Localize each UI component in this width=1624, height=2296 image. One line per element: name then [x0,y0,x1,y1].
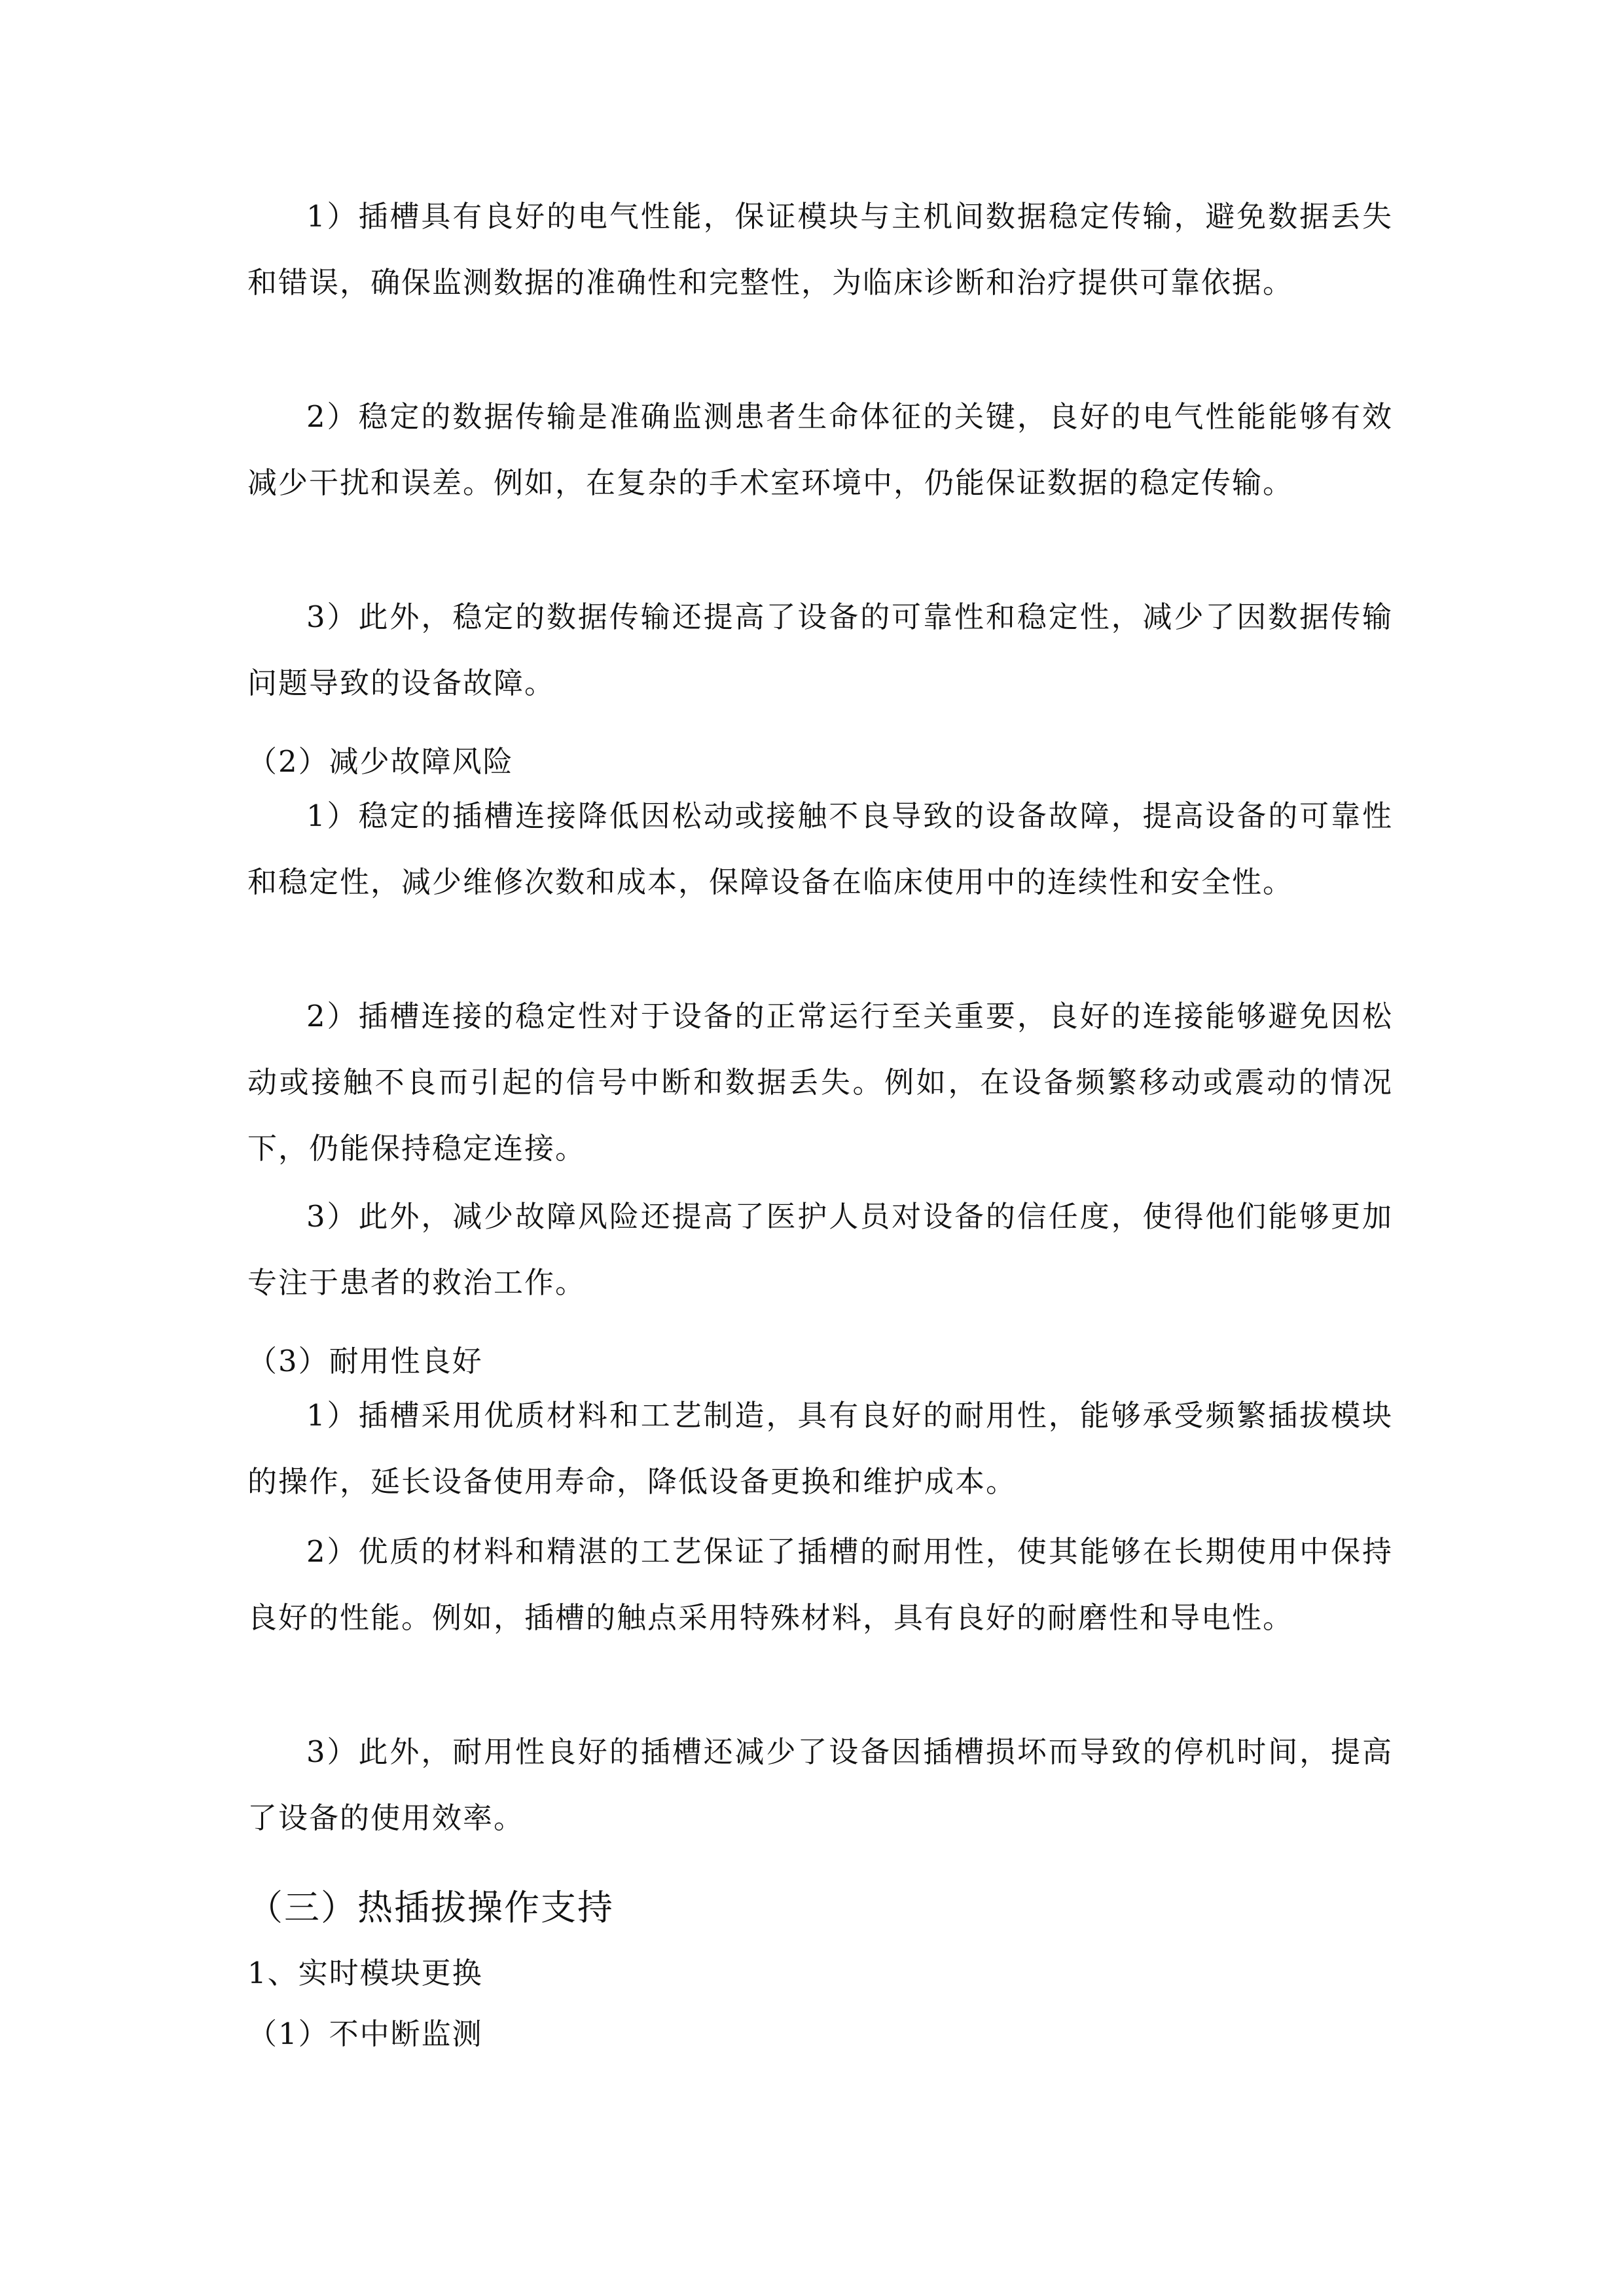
section-title-hot-swap: （三）热插拔操作支持 [247,1887,614,1928]
paragraph-downtime: 3）此外，耐用性良好的插槽还减少了设备因插槽损坏而导致的停机时间，提高了设备的使用效率。 [247,1734,1393,1835]
subheading-reduce-failure-risk: （2）减少故障风险 [247,744,514,779]
paragraph-connection-stability: 2）插槽连接的稳定性对于设备的正常运行至关重要，良好的连接能够避免因松动或接触不良而引起的信号中断和数据丢失。例如，在设备频繁移动或震动的情况下，仍能保持稳定连接。 [247,999,1393,1166]
subheading-uninterrupted-monitoring: （1）不中断监测 [247,2017,483,2051]
paragraph-electrical-performance: 1）插槽具有良好的电气性能，保证模块与主机间数据稳定传输，避免数据丢失和错误，确保监测数据的准确性和完整性，为临床诊断和治疗提供可靠依据。 [247,199,1393,300]
paragraph-stable-transmission: 2）稳定的数据传输是准确监测患者生命体征的关键，良好的电气性能能够有效减少干扰和误差。例如，在复杂的手术室环境中，仍能保证数据的稳定传输。 [247,399,1393,500]
paragraph-craftsmanship: 2）优质的材料和精湛的工艺保证了插槽的耐用性，使其能够在长期使用中保持良好的性能。例如，插槽的触点采用特殊材料，具有良好的耐磨性和导电性。 [247,1534,1393,1635]
paragraph-staff-trust: 3）此外，减少故障风险还提高了医护人员对设备的信任度，使得他们能够更加专注于患者的救治工作。 [247,1199,1393,1300]
subheading-durability: （3）耐用性良好 [247,1344,483,1378]
item-heading-realtime-replacement: 1、实时模块更换 [247,1956,483,1990]
paragraph-stable-connection: 1）稳定的插槽连接降低因松动或接触不良导致的设备故障，提高设备的可靠性和稳定性，减少维修次数和成本，保障设备在临床使用中的连续性和安全性。 [247,798,1393,899]
paragraph-quality-materials: 1）插槽采用优质材料和工艺制造，具有良好的耐用性，能够承受频繁插拔模块的操作，延长设备使用寿命，降低设备更换和维护成本。 [247,1398,1393,1499]
paragraph-reliability: 3）此外，稳定的数据传输还提高了设备的可靠性和稳定性，减少了因数据传输问题导致的设备故障。 [247,600,1393,700]
